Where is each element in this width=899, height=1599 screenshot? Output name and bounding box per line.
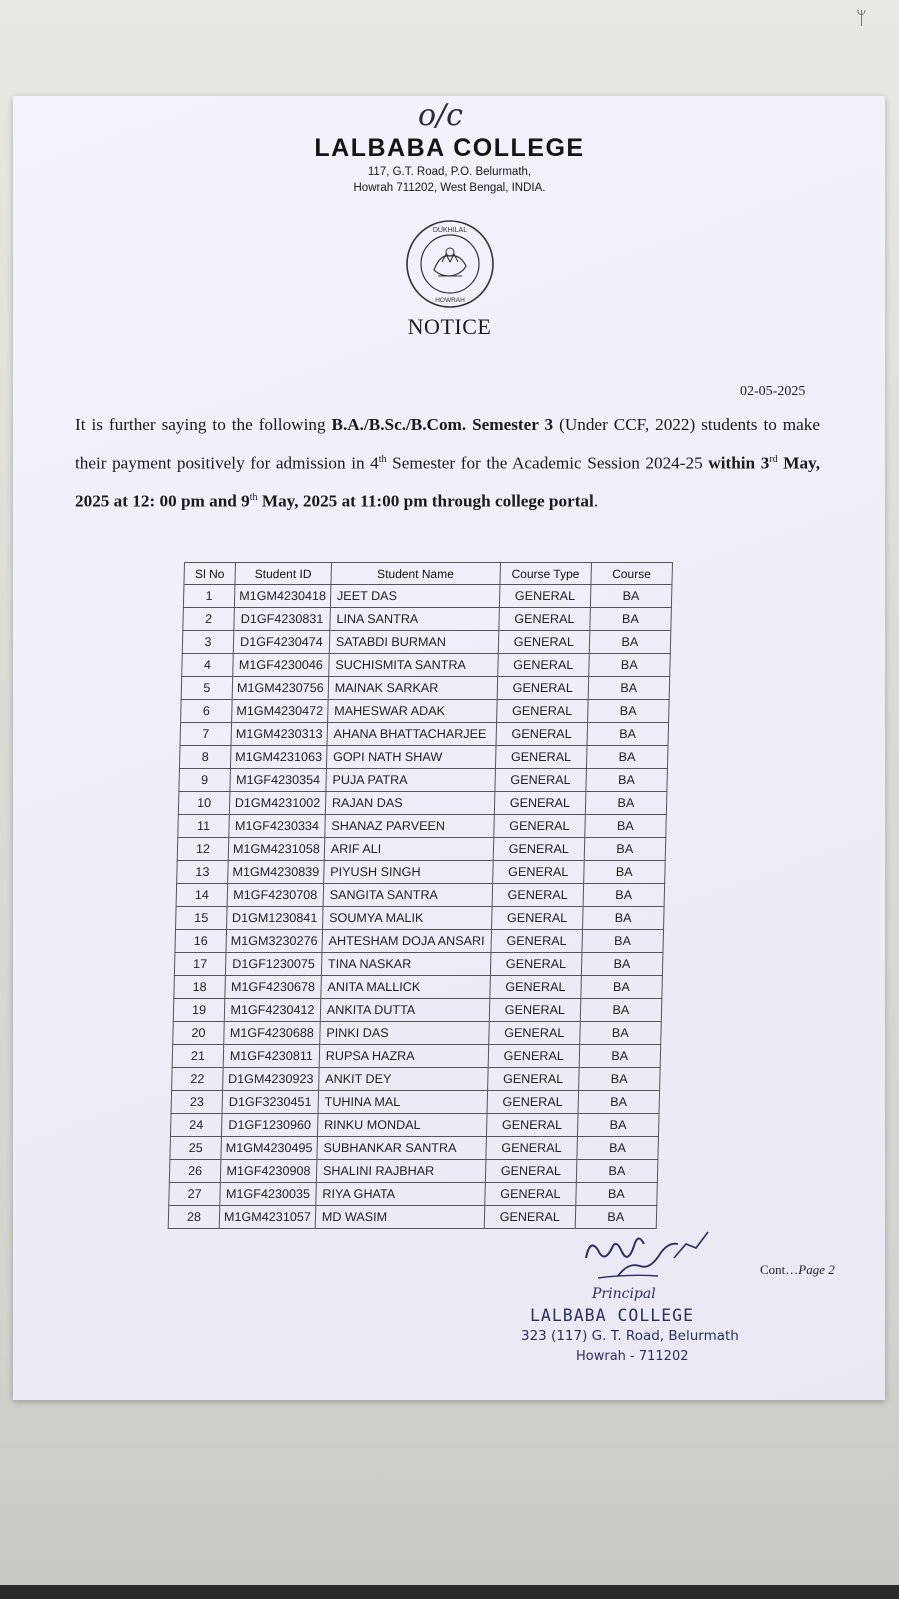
cell-course-type: GENERAL bbox=[485, 1160, 577, 1183]
svg-text:DUKHILAL: DUKHILAL bbox=[432, 227, 468, 234]
table-row bbox=[177, 861, 665, 884]
cell-student-id: M1GF4230046 bbox=[233, 654, 329, 677]
cell-course: BA bbox=[583, 861, 665, 884]
continuation-note bbox=[760, 1262, 835, 1278]
cell-student-name: SHALINI RAJBHAR bbox=[316, 1160, 486, 1183]
table-header-row bbox=[184, 563, 672, 585]
cell-student-id: M1GM4231063 bbox=[230, 746, 326, 769]
table-row bbox=[174, 976, 662, 999]
cell-course: BA bbox=[587, 700, 669, 723]
cell-student-name: SATABDI BURMAN bbox=[329, 631, 499, 654]
cell-course-type: GENERAL bbox=[498, 654, 590, 677]
table-row bbox=[174, 953, 662, 976]
cell-student-id: M1GM4230495 bbox=[221, 1137, 317, 1160]
cell-course-type: GENERAL bbox=[498, 631, 590, 654]
table-row bbox=[182, 654, 670, 677]
cell-student-id: D1GM4230923 bbox=[223, 1068, 319, 1091]
notice-title: NOTICE bbox=[407, 314, 492, 339]
cell-course-type: GENERAL bbox=[492, 884, 584, 907]
cell-sl-no: 12 bbox=[177, 838, 229, 861]
header-student-name: Student Name bbox=[331, 563, 501, 585]
cell-sl-no: 17 bbox=[174, 953, 226, 976]
handwritten-note: o/c bbox=[418, 98, 463, 133]
cell-sl-no: 2 bbox=[183, 608, 235, 631]
body-sup-th: th bbox=[378, 453, 387, 465]
cell-sl-no: 23 bbox=[171, 1091, 223, 1114]
header-sl-no: Sl No bbox=[184, 563, 236, 585]
cell-course: BA bbox=[578, 1068, 660, 1091]
cell-course-type: GENERAL bbox=[496, 700, 588, 723]
cell-student-id: M1GM4230313 bbox=[231, 723, 327, 746]
cell-course-type: GENERAL bbox=[486, 1114, 578, 1137]
cell-course: BA bbox=[585, 815, 667, 838]
cell-student-name: LINA SANTRA bbox=[330, 608, 500, 631]
cell-student-id: M1GF4230035 bbox=[220, 1183, 316, 1206]
stamp-address: 323 (117) G. T. Road, Belurmath bbox=[521, 1328, 739, 1344]
cell-sl-no: 7 bbox=[180, 723, 232, 746]
cell-student-name: ARIF ALI bbox=[324, 838, 494, 861]
cell-course-type: GENERAL bbox=[487, 1091, 579, 1114]
cell-sl-no: 27 bbox=[169, 1183, 221, 1206]
cell-student-id: M1GM4230418 bbox=[234, 585, 330, 608]
body-bold-deadline-a: within 3 bbox=[708, 453, 770, 473]
cell-sl-no: 26 bbox=[169, 1160, 221, 1183]
cell-sl-no: 16 bbox=[175, 930, 227, 953]
cell-student-name: SANGITA SANTRA bbox=[323, 884, 493, 907]
cell-sl-no: 11 bbox=[178, 815, 230, 838]
cell-course-type: GENERAL bbox=[496, 723, 588, 746]
cell-course: BA bbox=[584, 838, 666, 861]
cell-sl-no: 19 bbox=[173, 999, 225, 1022]
cell-sl-no: 28 bbox=[168, 1206, 220, 1229]
cell-sl-no: 24 bbox=[170, 1114, 222, 1137]
table-row bbox=[173, 1022, 661, 1045]
table-row bbox=[179, 746, 667, 769]
cell-sl-no: 25 bbox=[170, 1137, 222, 1160]
cell-sl-no: 20 bbox=[173, 1022, 225, 1045]
cell-student-name: ANITA MALLICK bbox=[321, 976, 491, 999]
cell-student-name: RINKU MONDAL bbox=[317, 1114, 487, 1137]
cell-course-type: GENERAL bbox=[499, 585, 591, 608]
cell-student-id: M1GF4230811 bbox=[223, 1045, 319, 1068]
cell-sl-no: 22 bbox=[172, 1068, 224, 1091]
cell-student-id: D1GF1230960 bbox=[221, 1114, 317, 1137]
college-emblem-icon bbox=[404, 218, 496, 310]
table-row bbox=[183, 585, 671, 608]
table-row bbox=[176, 907, 664, 930]
cell-course-type: GENERAL bbox=[488, 1045, 580, 1068]
cell-course-type: GENERAL bbox=[490, 953, 582, 976]
continuation-page: Page 2 bbox=[798, 1262, 835, 1277]
cell-student-name: SUCHISMITA SANTRA bbox=[329, 654, 499, 677]
cell-student-id: M1GF4230334 bbox=[229, 815, 325, 838]
college-address-line2: Howrah 711202, West Bengal, INDIA. bbox=[353, 182, 546, 194]
cell-sl-no: 18 bbox=[174, 976, 226, 999]
cell-course-type: GENERAL bbox=[499, 608, 591, 631]
cell-student-id: M1GF4230688 bbox=[224, 1022, 320, 1045]
table-row bbox=[170, 1137, 658, 1160]
cell-course: BA bbox=[581, 976, 663, 999]
signature-icon bbox=[578, 1218, 718, 1290]
cell-student-id: M1GM4230839 bbox=[228, 861, 324, 884]
cell-course-type: GENERAL bbox=[497, 677, 589, 700]
cell-student-name: ANKITA DUTTA bbox=[320, 999, 490, 1022]
cell-course: BA bbox=[587, 723, 669, 746]
cell-course: BA bbox=[586, 769, 668, 792]
table-row bbox=[178, 792, 666, 815]
cell-student-id: M1GF4230354 bbox=[230, 769, 326, 792]
body-bold-deadline-b: May, 2025 at 12: 00 pm and 9 bbox=[75, 453, 820, 511]
header-course-type: Course Type bbox=[500, 563, 592, 585]
cell-sl-no: 14 bbox=[176, 884, 228, 907]
cell-sl-no: 13 bbox=[177, 861, 229, 884]
body-sup-rd: rd bbox=[769, 453, 778, 465]
cell-course: BA bbox=[589, 654, 671, 677]
table-row bbox=[183, 608, 671, 631]
cell-course-type: GENERAL bbox=[492, 861, 584, 884]
cell-course-type: GENERAL bbox=[493, 838, 585, 861]
cell-course-type: GENERAL bbox=[491, 930, 583, 953]
stamp-principal-title: Principal bbox=[592, 1286, 656, 1302]
cell-course-type: GENERAL bbox=[495, 746, 587, 769]
cell-student-name: JEET DAS bbox=[330, 585, 500, 608]
cell-course: BA bbox=[586, 746, 668, 769]
table-row bbox=[181, 700, 669, 723]
cell-student-name: MD WASIM bbox=[315, 1206, 485, 1229]
cell-sl-no: 1 bbox=[183, 585, 235, 608]
table-row bbox=[173, 999, 661, 1022]
cell-course: BA bbox=[588, 677, 670, 700]
header-student-id: Student ID bbox=[235, 563, 331, 585]
table-row bbox=[169, 1160, 657, 1183]
cell-course: BA bbox=[577, 1137, 659, 1160]
cell-course: BA bbox=[577, 1114, 659, 1137]
cell-course: BA bbox=[578, 1091, 660, 1114]
cell-course: BA bbox=[575, 1206, 657, 1229]
body-text-3: Semester for the Academic Session 2024-25 bbox=[386, 453, 709, 473]
cell-student-id: D1GF3230451 bbox=[222, 1091, 318, 1114]
cell-student-name: PIYUSH SINGH bbox=[323, 861, 493, 884]
cell-student-id: M1GM4231057 bbox=[219, 1206, 315, 1229]
cell-student-name: RIYA GHATA bbox=[316, 1183, 486, 1206]
table-row bbox=[169, 1183, 657, 1206]
table-row bbox=[177, 838, 665, 861]
body-sup-th-2: th bbox=[249, 491, 258, 503]
continuation-prefix: Cont… bbox=[760, 1262, 799, 1277]
cell-student-id: D1GF1230075 bbox=[225, 953, 321, 976]
cell-course-type: GENERAL bbox=[494, 815, 586, 838]
cell-student-id: M1GM4230472 bbox=[232, 700, 328, 723]
notice-body bbox=[75, 408, 820, 519]
body-bold-semester: B.A./B.Sc./B.Com. Semester 3 bbox=[331, 415, 554, 434]
cell-student-name: MAHESWAR ADAK bbox=[327, 700, 497, 723]
cell-course-type: GENERAL bbox=[494, 792, 586, 815]
table-row bbox=[170, 1114, 658, 1137]
cell-student-name: AHTESHAM DOJA ANSARI bbox=[322, 930, 492, 953]
cell-student-name: RAJAN DAS bbox=[325, 792, 495, 815]
cell-course-type: GENERAL bbox=[489, 1022, 581, 1045]
cell-course-type: GENERAL bbox=[487, 1068, 579, 1091]
cell-student-name: TINA NASKAR bbox=[321, 953, 491, 976]
table-row bbox=[175, 930, 663, 953]
cell-student-id: M1GF4230412 bbox=[224, 999, 320, 1022]
cell-student-name: PUJA PATRA bbox=[326, 769, 496, 792]
table-row bbox=[181, 677, 669, 700]
cell-student-name: RUPSA HAZRA bbox=[319, 1045, 489, 1068]
table-row bbox=[179, 769, 667, 792]
cell-sl-no: 10 bbox=[178, 792, 230, 815]
photo-bottom-edge bbox=[0, 1585, 899, 1599]
table-row bbox=[172, 1068, 660, 1091]
table-row bbox=[180, 723, 668, 746]
table-row bbox=[176, 884, 664, 907]
cell-course: BA bbox=[580, 999, 662, 1022]
student-table bbox=[168, 562, 673, 1229]
cell-sl-no: 15 bbox=[176, 907, 228, 930]
cell-student-id: D1GM1230841 bbox=[227, 907, 323, 930]
cell-course: BA bbox=[581, 953, 663, 976]
cell-student-name: GOPI NATH SHAW bbox=[326, 746, 496, 769]
cell-student-name: ANKIT DEY bbox=[318, 1068, 488, 1091]
svg-text:HOWRAH: HOWRAH bbox=[435, 297, 465, 304]
cell-course: BA bbox=[579, 1045, 661, 1068]
cell-course-type: GENERAL bbox=[495, 769, 587, 792]
cell-course: BA bbox=[585, 792, 667, 815]
cell-student-id: D1GF4230831 bbox=[234, 608, 330, 631]
cell-sl-no: 3 bbox=[182, 631, 234, 654]
cell-student-name: TUHINA MAL bbox=[318, 1091, 488, 1114]
table-row bbox=[172, 1045, 660, 1068]
cell-course: BA bbox=[582, 930, 664, 953]
cell-student-id: M1GF4230678 bbox=[225, 976, 321, 999]
table-row bbox=[178, 815, 666, 838]
cell-course: BA bbox=[590, 585, 672, 608]
cell-course-type: GENERAL bbox=[485, 1183, 577, 1206]
stamp-city: Howrah - 711202 bbox=[576, 1349, 689, 1364]
cell-course: BA bbox=[580, 1022, 662, 1045]
cell-sl-no: 21 bbox=[172, 1045, 224, 1068]
table-row bbox=[182, 631, 670, 654]
cell-student-id: M1GM3230276 bbox=[226, 930, 322, 953]
cell-student-id: D1GM4231002 bbox=[229, 792, 325, 815]
cell-course: BA bbox=[590, 608, 672, 631]
cell-sl-no: 8 bbox=[179, 746, 231, 769]
body-text-1: It is further saying to the following bbox=[75, 415, 332, 434]
cell-student-id: M1GM4230756 bbox=[232, 677, 328, 700]
cell-student-name: SHANAZ PARVEEN bbox=[325, 815, 495, 838]
header-course: Course bbox=[591, 563, 673, 585]
cell-student-name: MAINAK SARKAR bbox=[328, 677, 498, 700]
body-bold-deadline-c: May, 2025 at 11:00 pm through college portal bbox=[257, 491, 594, 511]
cell-course-type: GENERAL bbox=[489, 999, 581, 1022]
cell-course-type: GENERAL bbox=[490, 976, 582, 999]
college-name: LALBABA COLLEGE bbox=[314, 134, 585, 162]
cell-course-type: GENERAL bbox=[484, 1206, 576, 1229]
cell-course: BA bbox=[589, 631, 671, 654]
cell-student-name: SUBHANKAR SANTRA bbox=[317, 1137, 487, 1160]
cell-student-id: M1GF4230908 bbox=[220, 1160, 316, 1183]
notice-date: 02-05-2025 bbox=[740, 384, 806, 399]
cell-sl-no: 5 bbox=[181, 677, 233, 700]
cell-sl-no: 4 bbox=[182, 654, 234, 677]
body-text-end: . bbox=[593, 491, 599, 511]
cell-student-id: M1GM4231058 bbox=[228, 838, 324, 861]
cell-sl-no: 6 bbox=[181, 700, 233, 723]
cell-course-type: GENERAL bbox=[491, 907, 583, 930]
cell-student-name: PINKI DAS bbox=[320, 1022, 490, 1045]
cell-course: BA bbox=[583, 884, 665, 907]
cell-course: BA bbox=[576, 1160, 658, 1183]
cell-course: BA bbox=[576, 1183, 658, 1206]
table-row bbox=[171, 1091, 659, 1114]
cell-student-name: SOUMYA MALIK bbox=[322, 907, 492, 930]
cell-student-id: D1GF4230474 bbox=[233, 631, 329, 654]
cell-sl-no: 9 bbox=[179, 769, 231, 792]
cell-student-id: M1GF4230708 bbox=[227, 884, 323, 907]
body-text-2: (Under CCF, 2022) students to make their payment positively for admission in 4 bbox=[75, 415, 821, 473]
cell-course-type: GENERAL bbox=[486, 1137, 578, 1160]
corner-mark: ᛘ bbox=[856, 8, 867, 28]
stamp-college-name: LALBABA COLLEGE bbox=[530, 1306, 695, 1325]
cell-student-name: AHANA BHATTACHARJEE bbox=[327, 723, 497, 746]
cell-course: BA bbox=[582, 907, 664, 930]
college-address-line1: 117, G.T. Road, P.O. Belurmath, bbox=[367, 166, 532, 178]
